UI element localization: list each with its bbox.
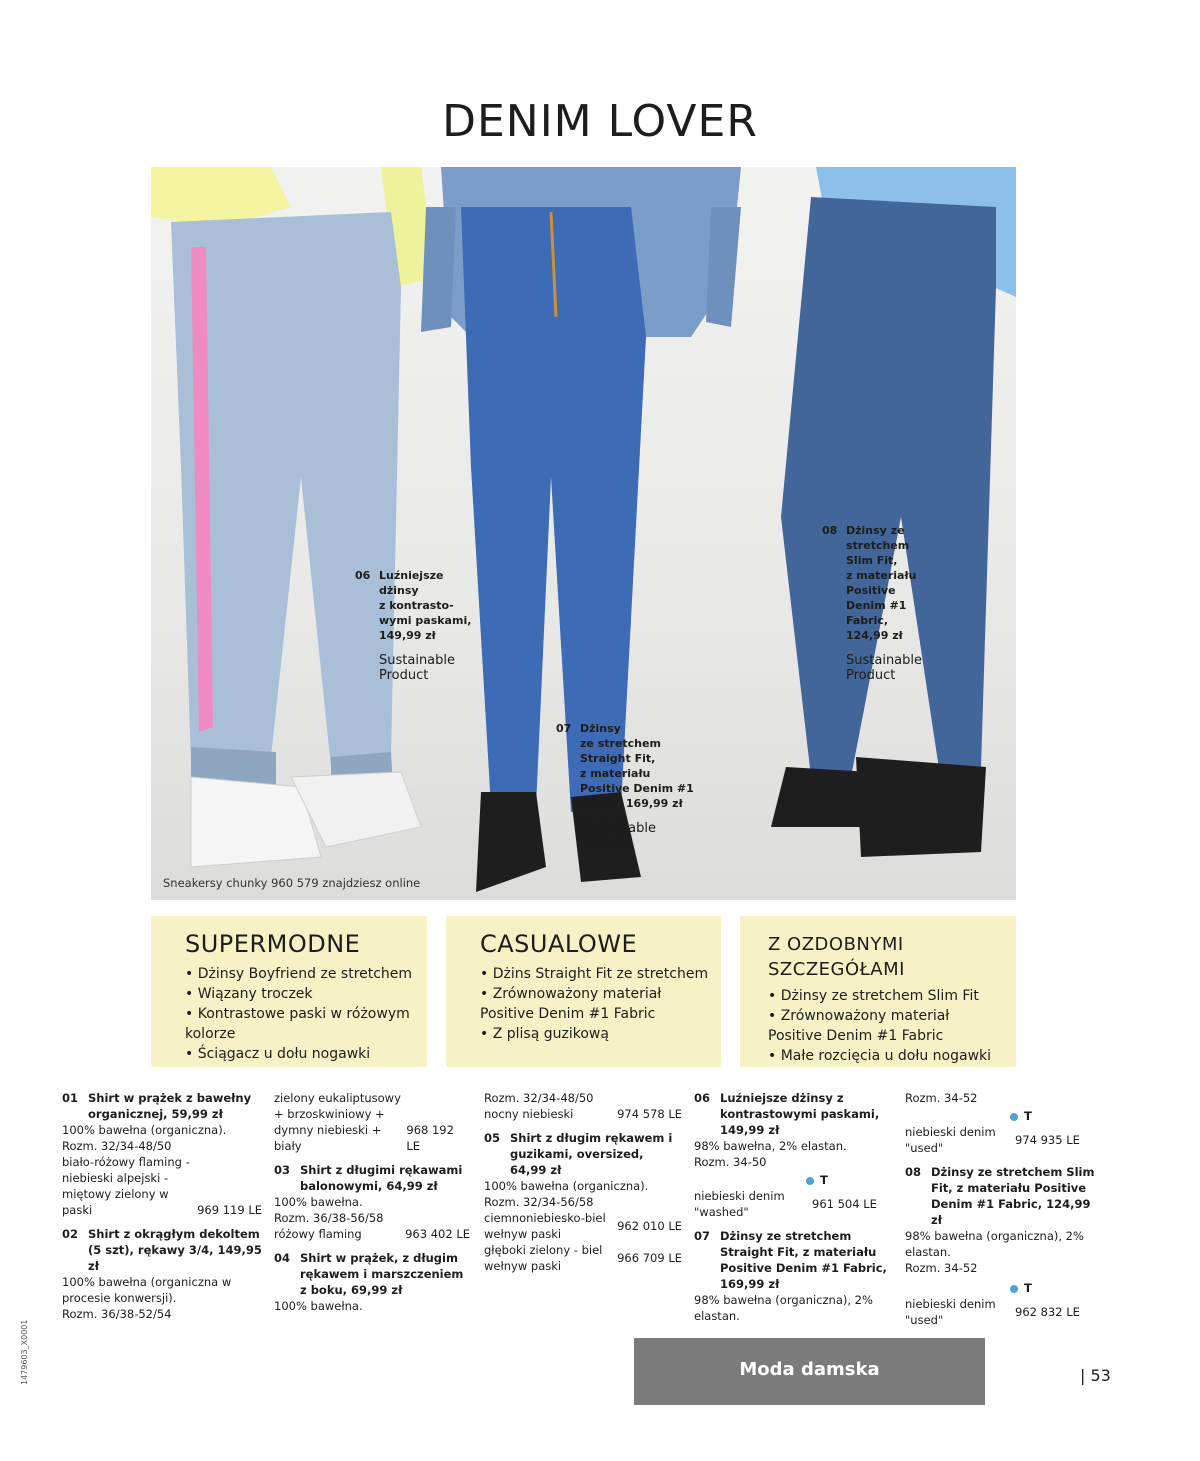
feature-title: Z OZDOBNYMI SZCZEGÓŁAMI	[768, 934, 905, 980]
product-variant	[274, 1226, 470, 1242]
product-column-3	[484, 1090, 682, 1274]
product-column-5	[905, 1090, 1100, 1328]
product-name: Shirt w prążek, z długim rękawem i marszczeniem z boku, 69,99 zł	[300, 1251, 464, 1297]
product-number: 05	[484, 1131, 501, 1145]
feature-item: • Dżins Straight Fit ze stretchem	[480, 964, 709, 984]
callout-line: Slim Fit,	[846, 554, 898, 567]
page-number: | 53	[1080, 1366, 1111, 1385]
product-color: różowy flaming	[274, 1227, 362, 1241]
product-sizes: Rozm. 36/38-56/58	[274, 1211, 384, 1225]
product-variant	[694, 1188, 894, 1220]
product-name: Shirt w prążek z bawełny organicznej, 59,99 zł	[88, 1091, 252, 1121]
product-material: 98% bawełna (organiczna), 2% elastan.	[905, 1229, 1084, 1259]
product-02-title	[62, 1226, 262, 1274]
product-number: 03	[274, 1163, 291, 1177]
product-code: 969 119 LE	[197, 1203, 262, 1217]
product-08-title	[905, 1164, 1100, 1228]
page-title: DENIM LOVER	[442, 96, 758, 147]
feature-box-ozdobne	[740, 916, 1016, 1067]
product-variant	[274, 1090, 470, 1154]
product-number: 04	[274, 1251, 291, 1265]
product-07-title	[694, 1228, 894, 1292]
product-material: 98% bawełna, 2% elastan.	[694, 1139, 847, 1153]
feature-item: • Kontrastowe paski w różowym kolorze	[185, 1004, 415, 1044]
product-code: 966 709 LE	[617, 1251, 682, 1265]
mark-letter: T	[820, 1173, 828, 1187]
product-material: 100% bawełna.	[274, 1299, 363, 1313]
product-code: 963 402 LE	[405, 1227, 470, 1241]
product-photo	[151, 167, 1016, 900]
product-column-1	[62, 1090, 262, 1322]
feature-title: SUPERMODNE	[185, 930, 361, 958]
product-name: Shirt z okrągłym dekoltem (5 szt), rękawy 3/4, 149,95 zł	[88, 1227, 262, 1273]
product-name: Shirt z długimi rękawami balonowymi, 64,99 zł	[300, 1163, 463, 1193]
sustainable-badge: Sustainable Product	[379, 653, 456, 683]
callout-08	[822, 523, 936, 683]
product-sizes: Rozm. 32/34-48/50	[484, 1091, 594, 1105]
product-material: 100% bawełna (organiczna).	[62, 1123, 227, 1137]
callout-line: Denim #1	[846, 599, 907, 612]
product-05-title	[484, 1130, 682, 1178]
color-dot-icon	[1010, 1113, 1018, 1121]
callout-line: Dżinsy ze	[846, 524, 905, 537]
product-column-2	[274, 1090, 470, 1314]
product-material: 100% bawełna.	[274, 1195, 363, 1209]
product-variant	[484, 1106, 682, 1122]
product-variant	[484, 1242, 682, 1274]
callout-line: dżinsy	[379, 584, 419, 597]
product-mark	[905, 1280, 1100, 1296]
callout-line: wymi paskami,	[379, 614, 472, 627]
product-number: 08	[905, 1165, 922, 1179]
feature-item: • Wiązany troczek	[185, 984, 415, 1004]
product-sizes: Rozm. 32/34-56/58	[484, 1195, 594, 1209]
product-sizes: Rozm. 34-52	[905, 1261, 978, 1275]
callout-line: Positive Denim #1	[580, 782, 694, 795]
product-code: 974 935 LE	[1015, 1133, 1080, 1147]
callout-line: z kontrasto-	[379, 599, 454, 612]
feature-item: • Dżinsy Boyfriend ze stretchem	[185, 964, 415, 984]
callout-line: 124,99 zł	[846, 629, 903, 642]
product-color: zielony eukaliptusowy + brzoskwiniowy + dymny niebieski + biały	[274, 1091, 401, 1153]
product-material: 100% bawełna (organiczna).	[484, 1179, 649, 1193]
color-dot-icon	[806, 1177, 814, 1185]
product-number: 06	[694, 1091, 711, 1105]
product-03-title	[274, 1162, 470, 1194]
feature-item: • Z plisą guzikową	[480, 1024, 709, 1044]
product-name: Luźniejsze dżinsy z kontrastowymi paskami, 149,99 zł	[720, 1091, 880, 1137]
feature-item: • Ściągacz u dołu nogawki	[185, 1044, 415, 1064]
callout-line: Positive	[846, 584, 896, 597]
callout-07	[556, 721, 694, 851]
feature-item: • Małe rozcięcia u dołu nogawki	[768, 1046, 1004, 1066]
feature-item: • Zrównoważony materiał Positive Denim #1 Fabric	[768, 1006, 1004, 1046]
feature-title: CASUALOWE	[480, 930, 638, 958]
product-name: Dżinsy ze stretchem Straight Fit, z materiału Positive Denim #1 Fabric, 169,99 zł	[720, 1229, 887, 1291]
sustainable-badge: Sustainable Product	[580, 821, 657, 851]
product-sizes: Rozm. 36/38-52/54	[62, 1307, 172, 1321]
product-variant	[905, 1296, 1100, 1328]
callout-line: Fabric, 169,99 zł	[580, 797, 683, 810]
callout-line: stretchem	[846, 539, 910, 552]
product-color: głęboki zielony - biel wełnyw paski	[484, 1243, 603, 1273]
color-dot-icon	[1010, 1285, 1018, 1293]
product-color: nocny niebieski	[484, 1107, 574, 1121]
product-name: Shirt z długim rękawem i guzikami, oversized, 64,99 zł	[510, 1131, 673, 1177]
callout-line: Luźniejsze	[379, 569, 444, 582]
product-04-title	[274, 1250, 470, 1298]
product-number: 07	[694, 1229, 711, 1243]
feature-item: • Dżinsy ze stretchem Slim Fit	[768, 986, 1004, 1006]
product-color: niebieski denim "used"	[905, 1297, 996, 1327]
callout-line: Straight Fit,	[580, 752, 656, 765]
product-06-title	[694, 1090, 894, 1138]
product-column-4	[694, 1090, 894, 1324]
callout-line: z materiału	[580, 767, 651, 780]
product-01-title	[62, 1090, 262, 1122]
sustainable-badge: Sustainable Product	[846, 653, 923, 683]
product-name: Dżinsy ze stretchem Slim Fit, z materiału Positive Denim #1 Fabric, 124,99 zł	[931, 1165, 1095, 1227]
callout-line: ze stretchem	[580, 737, 661, 750]
product-color: biało-różowy flaming - niebieski alpejski - miętowy zielony w paski	[62, 1155, 190, 1217]
photo-caption: Sneakersy chunky 960 579 znajdziesz online	[163, 876, 421, 890]
product-color: ciemnoniebiesko-biel wełnyw paski	[484, 1211, 606, 1241]
product-code: 962 010 LE	[617, 1219, 682, 1233]
mark-letter: T	[1024, 1109, 1032, 1123]
callout-06	[355, 568, 471, 683]
product-variant	[62, 1154, 262, 1218]
product-mark	[694, 1172, 894, 1188]
mark-letter: T	[1024, 1281, 1032, 1295]
callout-line: z materiału	[846, 569, 917, 582]
product-material: 98% bawełna (organiczna), 2% elastan.	[694, 1293, 873, 1323]
product-number: 02	[62, 1227, 79, 1241]
feature-box-supermodne	[151, 916, 427, 1067]
product-sizes: Rozm. 32/34-48/50	[62, 1139, 172, 1153]
callout-line: 149,99 zł	[379, 629, 436, 642]
product-color: niebieski denim "washed"	[694, 1189, 785, 1219]
product-sizes: Rozm. 34-52	[905, 1091, 978, 1105]
product-color: niebieski denim "used"	[905, 1125, 996, 1155]
catalog-code: 1479603_X0001	[20, 1319, 29, 1385]
product-mark	[905, 1108, 1100, 1124]
callout-line: Fabric,	[846, 614, 889, 627]
callout-number: 08	[822, 524, 838, 537]
product-material: 100% bawełna (organiczna w procesie konwersji).	[62, 1275, 232, 1305]
section-label: Moda damska	[634, 1338, 985, 1405]
product-number: 01	[62, 1091, 79, 1105]
product-variant	[905, 1124, 1100, 1156]
product-code: 968 192 LE	[406, 1123, 454, 1153]
callout-line: Dżinsy	[580, 722, 621, 735]
product-variant	[484, 1210, 682, 1242]
product-code: 962 832 LE	[1015, 1305, 1080, 1319]
product-code: 974 578 LE	[617, 1107, 682, 1121]
callout-number: 07	[556, 722, 572, 735]
feature-box-casualowe	[446, 916, 721, 1067]
callout-number: 06	[355, 569, 371, 582]
product-sizes: Rozm. 34-50	[694, 1155, 767, 1169]
product-code: 961 504 LE	[812, 1197, 877, 1211]
feature-item: • Zrównoważony materiał Positive Denim #1 Fabric	[480, 984, 709, 1024]
